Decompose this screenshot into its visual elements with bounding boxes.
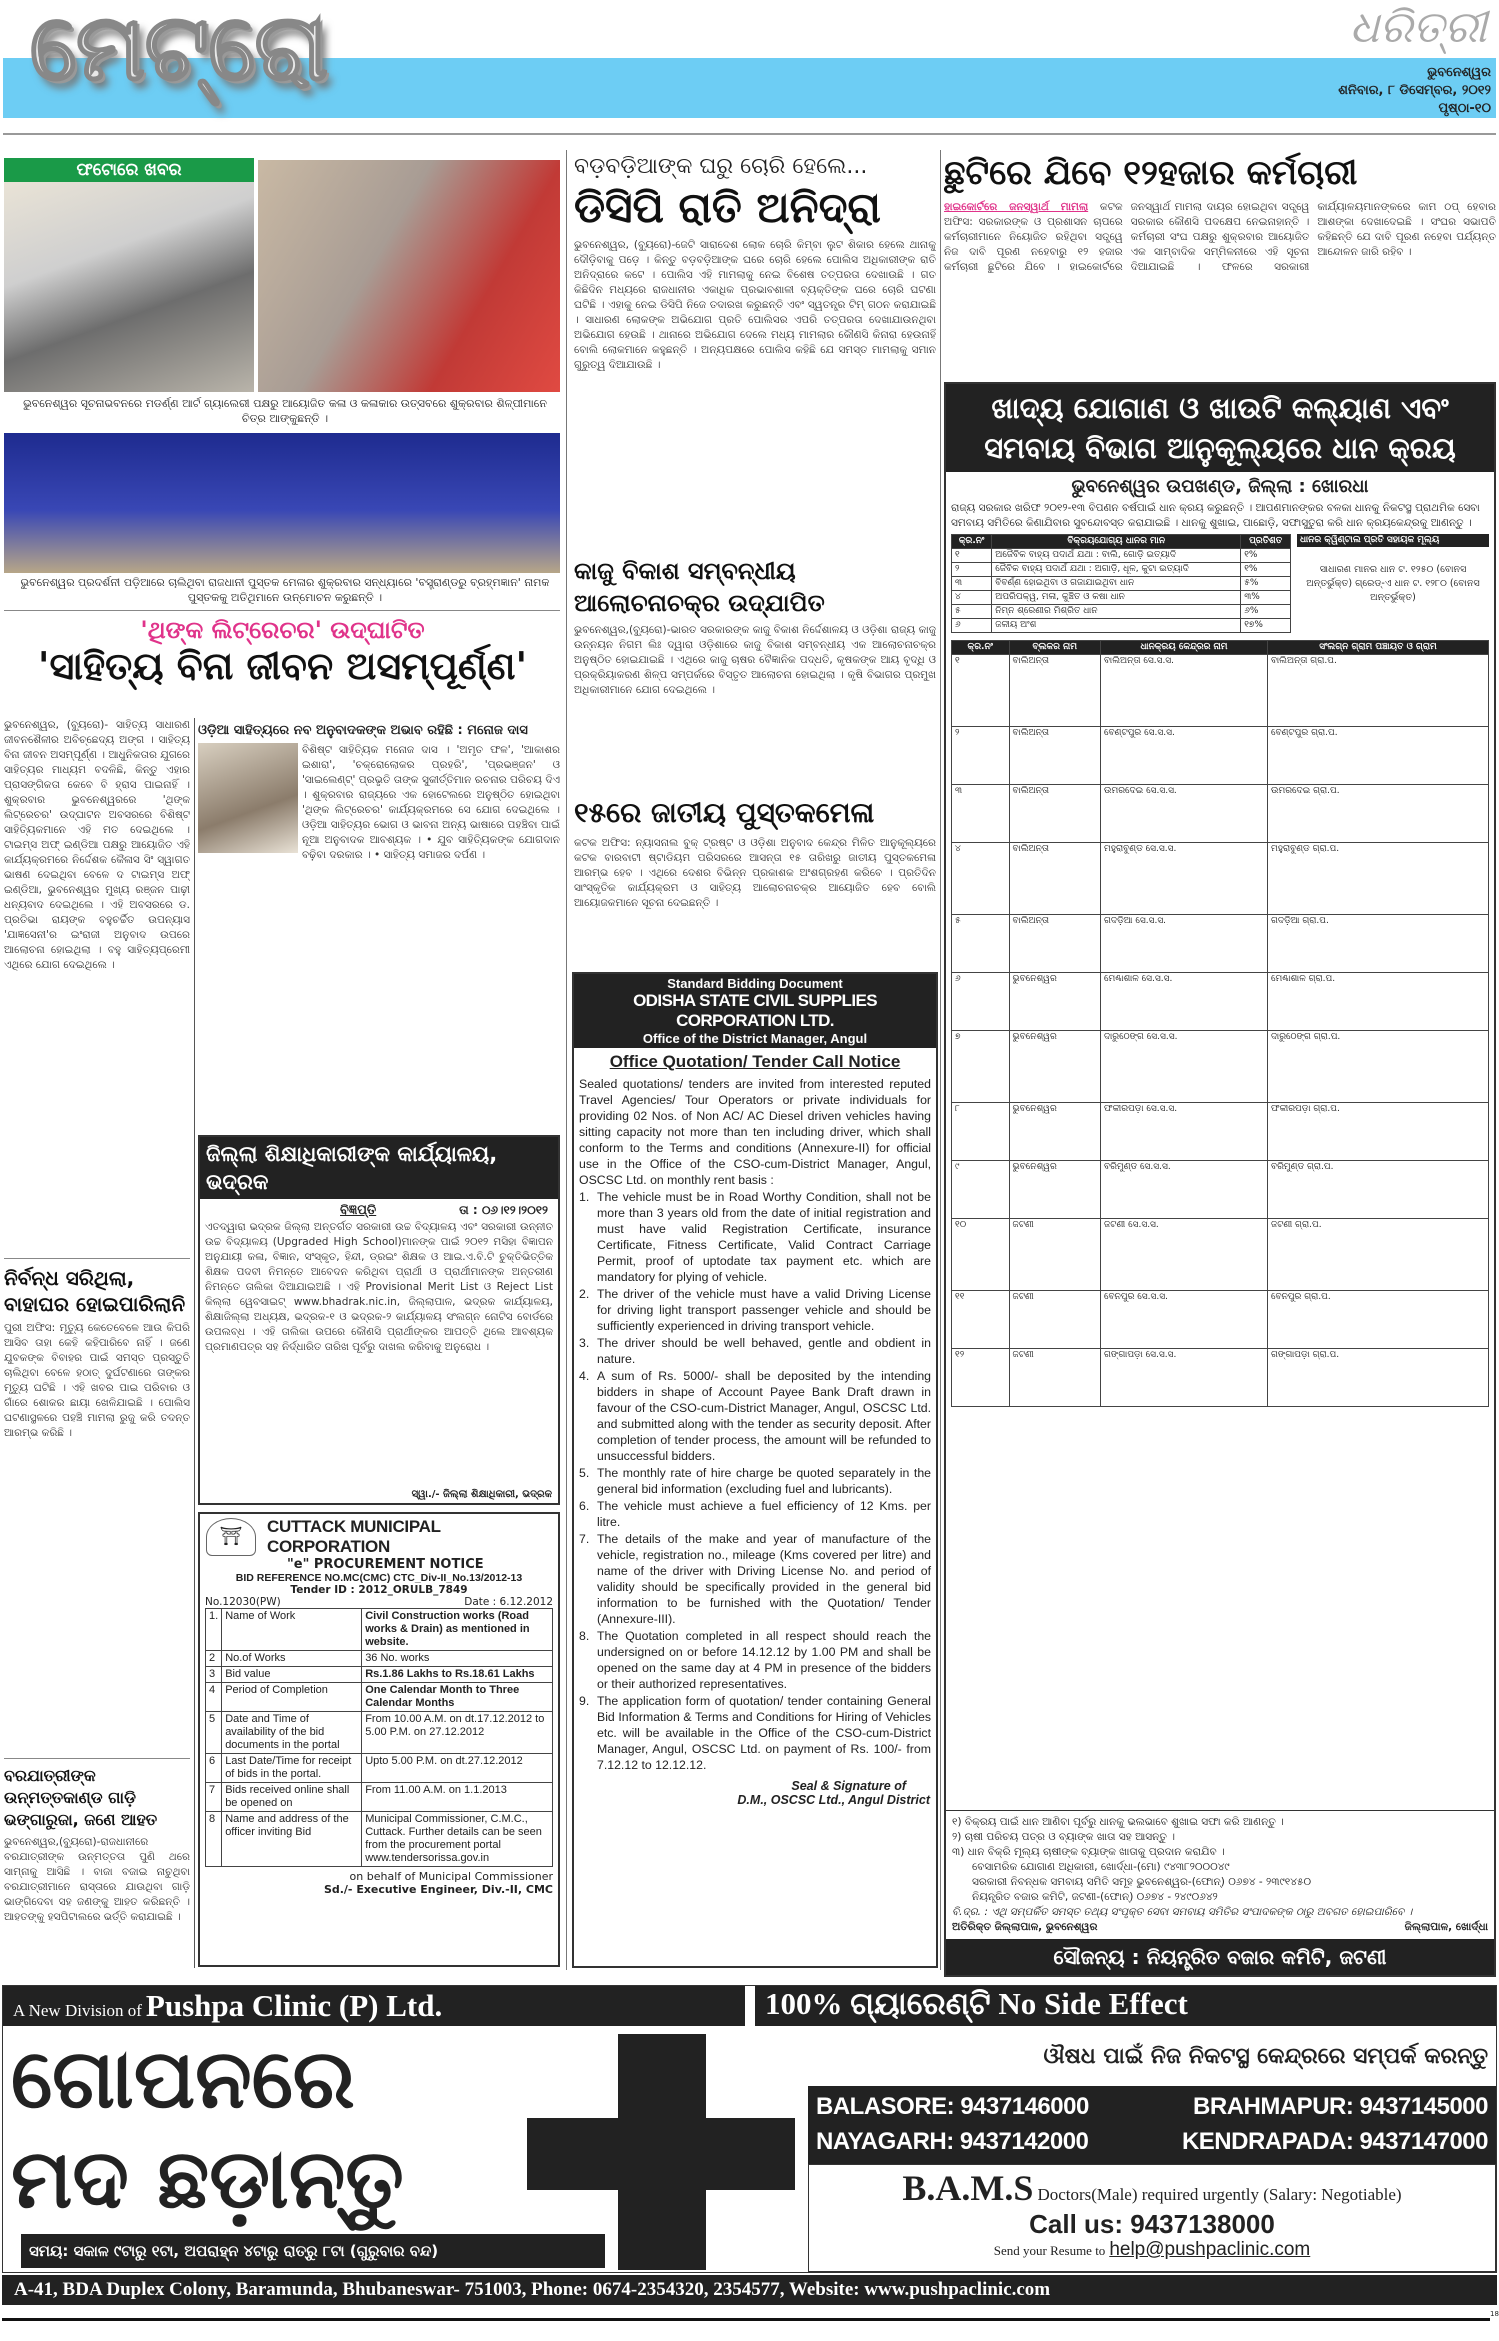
cmc-footer-1: on behalf of Municipal Commissioner xyxy=(349,1870,553,1883)
bookfair-headline: ୧୫ରେ ଜାତୀୟ ପୁସ୍ତକମେଳା xyxy=(574,795,875,829)
cmc-footer-2: Sd./- Executive Engineer, Div.-II, CMC xyxy=(323,1883,553,1896)
oscsc-item xyxy=(579,1368,931,1464)
paddy-signatures xyxy=(952,1920,1488,1935)
oscsc-item-text: The monthly rate of hire charge be quoted separately in the general bid information (excluding fuel and lubricants). xyxy=(597,1466,931,1496)
nirbandha-body: ପୁରୀ ଅଫିସ: ମୃତ୍ୟୁ କେତେବେଳେ ଆଉ କିପରି ଆସିବ ତାହା କେହି କହିପାରିବେ ନାହିଁ । ଜଣେ ଯୁବକଙ୍କ ବିବାହର ପାଇଁ ସମସ୍ତ ପ୍ରସ୍ତୁତି ଚାଲିଥିବା ବେଳେ ହଠାତ୍ ଦୁର୍ଘଟଣାରେ ତାଙ୍କର ମୃତ୍ୟୁ ଘଟିଛି । ଏହି ଖବର ପାଇ ପରିବାର ଓ ଗାଁରେ ଶୋକର ଛାୟା ଖେଳିଯାଇଛି । ପୋଲିସ ଘଟଣାସ୍ଥଳରେ ପହଞ୍ଚି ମାମଲା ରୁଜୁ କରି ତଦନ୍ତ ଆରମ୍ଭ କରିଛି । xyxy=(4,1321,190,1439)
oscsc-header-3: Office of the District Manager, Angul xyxy=(642,1031,868,1046)
centers-cell: ୧୨ xyxy=(952,1349,1010,1407)
oscsc-header-1: Standard Bidding Document xyxy=(667,976,843,991)
kaju-headline: କାଜୁ ବିକାଶ ସମ୍ବନ୍ଧୀୟ ଆଲୋଚନାଚକ୍ର ଉଦ୍‌ଯାପିତ xyxy=(574,556,825,617)
centers-cell: ବାଲିଅନ୍ତା xyxy=(1009,843,1100,915)
quality-cell: ୫% xyxy=(1241,577,1291,591)
cmc-table-row xyxy=(206,1667,553,1683)
quality-cell: ଜଳୀୟ ଅଂଶ xyxy=(992,619,1241,633)
dateline xyxy=(1338,64,1491,118)
centers-row xyxy=(952,1291,1489,1349)
centers-cell: ଭୁବନେଶ୍ୱର xyxy=(1009,973,1100,1031)
photo-caption-2: ଭୁବନେଶ୍ୱର ପ୍ରଦର୍ଶନୀ ପଡ଼ିଆରେ ଚାଲିଥିବା ରାଜଧାନୀ ପୁସ୍ତକ ମେଳାର ଶୁକ୍ରବାର ସନ୍ଧ୍ୟାରେ 'ବସ୍ତ୍ରାଣ୍ଡରୁ ବ୍ରହ୍ମଜ୍ଞାନ' ନାମକ ପୁସ୍ତକକୁ ଅତିଥିମାନେ ଉନ୍ମୋଚନ କରୁଛନ୍ତି । xyxy=(20,576,550,604)
manoj-das-content xyxy=(198,743,560,1127)
centers-cell: ଭୁବନେଶ୍ୱର xyxy=(1009,1161,1100,1219)
quality-row xyxy=(952,605,1291,619)
center-table-wrap xyxy=(946,636,1494,1810)
middle-column xyxy=(574,152,936,966)
paddy-courtesy: ସୌଜନ୍ୟ : ନିୟନ୍ତ୍ରିତ ବଜାର କମିଟି, ଜଟଣୀ xyxy=(946,1939,1494,1975)
barajatri-headline: ବରଯାତ୍ରୀଙ୍କ ଉନ୍ମତ୍ତକାଣ୍ଡ ଗାଡ଼ି ଭଙ୍ଗାରୁଜା, ଜଣେ ଆହତ xyxy=(4,1765,158,1829)
cmc-row-label: Name and address of the officer inviting Bid xyxy=(222,1812,362,1867)
cmc-table-row xyxy=(206,1651,553,1667)
centers-cell: ବେନପୁର ସେ.ସ.ସ. xyxy=(1101,1291,1268,1349)
quality-row xyxy=(952,577,1291,591)
kaju-body: ଭୁବନେଶ୍ୱର,(ବ୍ୟୁରୋ)-ଭାରତ ସରକାରଙ୍କ କାଜୁ ବିକାଶ ନିର୍ଦ୍ଦେଶାଳୟ ଓ ଓଡ଼ିଶା ରାଜ୍ୟ କାଜୁ ଉନ୍ନୟନ ନିଗମ ଲିଃ ଦ୍ୱାରା ଓଡ଼ିଶାରେ କାଜୁ ବିକାଶ ସମ୍ବନ୍ଧୀୟ ଏକ ଆଲୋଚନାଚକ୍ର ଅନୁଷ୍ଠିତ ହୋଇଯାଇଛି । ଏଥିରେ କାଜୁ ଚାଷର ବୈଜ୍ଞାନିକ ପଦ୍ଧତି, କୃଷକଙ୍କ ଆୟ ବୃଦ୍ଧି ଓ ପ୍ରକ୍ରିୟାକରଣ ଶିଳ୍ପ ସମ୍ପର୍କରେ ବିସ୍ତୃତ ଆଲୋଚନା ହୋଇଥିଲା । କୃଷି ବିଭାଗର ପ୍ରମୁଖ ଅଧିକାରୀମାନେ ଯୋଗ ଦେଇଥିଲେ । xyxy=(574,623,936,696)
quality-cell: ଜୈବିକ ବାହ୍ୟ ପଦାର୍ଥ ଯଥା : ଅଗାଡ଼ି, ଧୂଳ, କୁଟା ଇତ୍ୟାଦି xyxy=(992,563,1241,577)
quality-cell: ୩ xyxy=(952,577,992,591)
oscsc-item xyxy=(579,1498,931,1530)
dcp-kicker: ବଡ଼ବଡ଼ିଆଙ୍କ ଘରୁ ଚୋରି ହେଲେ... xyxy=(574,154,868,179)
oscsc-item-text: The details of the make and year of manufacture of the vehicle, registration no., mileage (Kms covered per litre) and name of the driver with Driving License No. and period of validity should be specifically provided in the general bid information to be furnished with the Quotation/ Tender (Annexure-III). xyxy=(597,1532,931,1626)
centers-cell: ଫକୀରପଡ଼ା ଗ୍ରା.ପ. xyxy=(1267,1103,1488,1161)
clinic-branch-phone: NAYAGARH: 9437142000 xyxy=(816,2128,1089,2155)
paddy-notes xyxy=(952,1815,1488,1860)
cmc-row-label: Period of Completion xyxy=(222,1683,362,1712)
centers-cell: ବାଲିଅନ୍ତା ସେ.ସ.ସ. xyxy=(1101,655,1268,727)
oscsc-item-number: 5. xyxy=(579,1466,590,1480)
bams-text: Doctors(Male) required urgently (Salary: Negotiable) xyxy=(1037,2185,1402,2204)
clinic-division-bar xyxy=(3,1986,745,2026)
centers-cell: ୩ xyxy=(952,785,1010,843)
oscsc-header xyxy=(574,974,936,1048)
divider xyxy=(4,1758,190,1759)
quality-row xyxy=(952,619,1291,633)
oscsc-tender-notice xyxy=(572,972,938,1968)
quality-row xyxy=(952,563,1291,577)
cmc-table-row xyxy=(206,1754,553,1783)
cmc-row-value: From 11.00 A.M. on 1.1.2013 xyxy=(362,1783,553,1812)
quality-cell: ବିବର୍ଣ୍ଣ ହୋଇଥିବା ଓ ଗଜାଯାଇଥିବା ଧାନ xyxy=(992,577,1241,591)
centers-cell: ବାଲିଅନ୍ତା xyxy=(1009,785,1100,843)
centers-cell: ଜଟଣୀ ଗ୍ରା.ପ. xyxy=(1267,1219,1488,1291)
photo-artist-sketching xyxy=(4,182,254,392)
cmc-row-number: 3 xyxy=(206,1667,222,1683)
newspaper-brand: ଧରିତ୍ରୀ xyxy=(1349,2,1487,53)
quality-cell: ନିମ୍ନ ଶ୍ରେଣୀର ମିଶ୍ରିତ ଧାନ xyxy=(992,605,1241,619)
centers-row xyxy=(952,1161,1489,1219)
lit-body: ଭୁବନେଶ୍ୱର, (ବ୍ୟୁରୋ)- ସାହିତ୍ୟ ସାଧାରଣ ଜୀବନଶୈଳୀର ଅବିଚ୍ଛେଦ୍ୟ ଅଙ୍ଗ । ସାହିତ୍ୟ ବିନା ଜୀବନ ଅସମ୍ପୂର୍ଣ୍ଣ । ଆଧୁନିକତାର ଯୁଗରେ ସାହିତ୍ୟର ମାଧ୍ୟମ ବଦଳିଛି, କିନ୍ତୁ ଏହାର ପ୍ରାସଙ୍ଗିକତା କେବେ ବି ହ୍ରାସ ପାଇନାହିଁ । ଶୁକ୍ରବାର ଭୁବନେଶ୍ୱରରେ 'ଥିଙ୍କ ଲିଟ୍‌ରେଚର' ଉଦ୍‌ଘାଟନ ଅବସରରେ ବିଶିଷ୍ଟ ସାହିତ୍ୟିକମାନେ ଏହି ମତ ଦେଇଥିଲେ । ଟାଇମ୍ସ ଅଫ୍ ଇଣ୍ଡିଆ ପକ୍ଷରୁ ଆୟୋଜିତ ଏହି କାର୍ଯ୍ୟକ୍ରମରେ ନିର୍ଦ୍ଦେଶକ କୈଳାସ ସିଂ ସ୍ୱାଗତ ଭାଷଣ ଦେଇଥିବା ବେଳେ ଦ ଟାଇମ୍ସ ଅଫ୍ ଇଣ୍ଡିଆ, ଭୁବନେଶ୍ୱର ମୁଖ୍ୟ ରଞ୍ଜନ ପାଢ଼ୀ ଧନ୍ୟବାଦ ଦେଇଥିଲେ । ଏହି ଅବସରରେ ଡ. ପ୍ରତିଭା ରାୟଙ୍କ ବହୁଚର୍ଚ୍ଚିତ ଉପନ୍ୟାସ 'ଯାଜ୍ଞସେନୀ'ର ଇଂରାଜୀ ଅନୁବାଦ ଉପରେ ଆଲୋଚନା ହୋଇଥିଲା । ବହୁ ସାହିତ୍ୟପ୍ରେମୀ ଏଥିରେ ଯୋଗ ଦେଇଥିଲେ । xyxy=(4,719,190,971)
oscsc-item-text: A sum of Rs. 5000/- shall be deposited by the intending bidders in shape of Account Payee Bank Draft drawn in favour of the CSO-cum-District Manager, Angul, OSCSC Ltd. and submitted along with the tender as security deposit. After completion of tender process, the amount will be refunded to unsuccessful bidders. xyxy=(597,1369,931,1463)
page-label: ପୃଷ୍ଠା-୧୦ xyxy=(1438,101,1491,116)
oscsc-items xyxy=(574,1189,936,1773)
cmc-bid-ref: BID REFERENCE NO.MC(CMC) CTC_Div-II_No.13/2012-13 xyxy=(235,1572,523,1584)
photo-woman-painting xyxy=(258,160,560,392)
oscsc-item-text: The vehicle must achieve a fuel efficiency of 12 Kms. per litre. xyxy=(597,1499,931,1529)
bhadrak-body: ଏତଦ୍ୱାରା ଭଦ୍ରକ ଜିଲ୍ଲା ଅନ୍ତର୍ଗତ ସରକାରୀ ଉଚ୍ଚ ବିଦ୍ୟାଳୟ ଏବଂ ସରକାରୀ ଉନ୍ନୀତ ଉଚ୍ଚ ବିଦ୍ୟାଳୟ (Upgraded High School)ମାନଙ୍କ ପାଇଁ ୨୦୧୨ ମସିହା ବିଜ୍ଞାପନ ଅନୁଯାୟୀ କଳା, ବିଜ୍ଞାନ, ସଂସ୍କୃତ, ହିନ୍ଦୀ, ଡ୍ରଇଂ ଶିକ୍ଷକ ଓ ଆଇ.ଏ.ବି.ଟି ଚୁକ୍ତିଭିତ୍ତିକ ଶିକ୍ଷକ ପଦବୀ ନିମନ୍ତେ ଆବେଦନ କରିଥିବା ପ୍ରାର୍ଥୀ ଓ ପ୍ରାର୍ଥୀମାନଙ୍କ ଅନ୍ତରୀଣ ନିମନ୍ତେ ତାଲିକା ଦିଆଯାଇଅଛି । ଏହି Provisional Merit List ଓ Reject List କିଲ୍ଲା ୱେବସାଇଟ୍ www.bhadrak.nic.in, ଜିଲ୍ଲାପାଳ, ଭଦ୍ରକ କାର୍ଯ୍ୟାଳୟ, ଶିକ୍ଷାଜିଲ୍ଲା ଅଧ୍ୟକ୍ଷ, ଭଦ୍ରକ-୧ ଓ ଭଦ୍ରକ-୨ କାର୍ଯ୍ୟାଳୟ ସଂଲଗ୍ନ ନୋଟିସ ବୋର୍ଡରେ ଉପଲବ୍ଧ । ଏହି ତାଲିକା ଉପରେ କୌଣସି ପ୍ରାର୍ଥୀଙ୍କର ଆପତ୍ତି ଥିଲେ ଆବଶ୍ୟକ ପ୍ରମାଣପତ୍ର ସହ ନିର୍ଦ୍ଧାରିତ ତାରିଖ ପୂର୍ବରୁ ଦାଖଲ କରିବାକୁ ଅନୁରୋଧ । xyxy=(205,1221,553,1353)
clinic-branch-phone: BRAHMAPUR: 9437145000 xyxy=(1193,2093,1488,2120)
bhadrak-title: ଜିଲ୍ଲା ଶିକ୍ଷାଧିକାରୀଙ୍କ କାର୍ଯ୍ୟାଳୟ, ଭଦ୍ରକ xyxy=(200,1137,558,1199)
cmc-table-row xyxy=(206,1812,553,1867)
quality-header: ବିକ୍ରୟଯୋଗ୍ୟ ଧାନର ମାନ xyxy=(992,535,1241,549)
clinic-slogan-1: ଗୋପନରେ xyxy=(11,2032,355,2127)
oscsc-sign-1: Seal & Signature of xyxy=(791,1779,906,1793)
centers-cell: ୪ xyxy=(952,843,1010,915)
cmc-ref-line xyxy=(205,1596,553,1608)
cmc-notice xyxy=(198,1512,560,1967)
quality-table-wrap xyxy=(946,531,1494,636)
oscsc-intro: Sealed quotations/ tenders are invited from interested reputed Travel Agencies/ Tour Operators or private individuals for providing 02 Nos. of Non AC/ AC Diesel driven vehicles having sitting capacity not more than ten including driver, which shall conform to the Terms and conditions (Annexure-II) for official use in the Office of the CSO-cum-District Manager, Angul, OSCSC Ltd. on monthly rent basis : xyxy=(579,1077,931,1187)
sign-right: ଜିଲ୍ଲାପାଳ, ଖୋର୍ଦ୍ଧା xyxy=(1404,1921,1488,1933)
page-number: 18 xyxy=(1490,2310,1499,2318)
oscsc-item-number: 2. xyxy=(579,1287,590,1301)
centers-cell: ଗଙ୍ଗାପଡ଼ା ଗ୍ରା.ପ. xyxy=(1267,1349,1488,1407)
centers-row xyxy=(952,1349,1489,1407)
cmc-row-number: 5 xyxy=(206,1712,222,1754)
clinic-branch-phone: BALASORE: 9437146000 xyxy=(816,2093,1089,2120)
oscsc-item xyxy=(579,1335,931,1367)
date: ଶନିବାର, ୮ ଡିସେମ୍ବର, ୨୦୧୨ xyxy=(1338,83,1491,98)
centers-cell: ମେଣ୍ଢାଶାଳ ଗ୍ରା.ପ. xyxy=(1267,973,1488,1031)
oscsc-title: Office Quotation/ Tender Call Notice xyxy=(609,1052,901,1071)
centers-cell: ୮ xyxy=(952,1103,1010,1161)
paddy-title: ଖାଦ୍ୟ ଯୋଗାଣ ଓ ଖାଉଟି କଲ୍ୟାଣ ଏବଂ ସମବାୟ ବିଭାଗ ଆନୁକୂଲ୍ୟରେ ଧାନ କ୍ରୟ xyxy=(946,384,1494,472)
centers-cell: ବାଲିଅନ୍ତା ଗ୍ରା.ପ. xyxy=(1267,655,1488,727)
cmc-row-value: Municipal Commissioner, C.M.C., Cuttack. Further details can be seen from the procurement portal www.tendersorissa.gov.in xyxy=(362,1812,553,1867)
centers-row xyxy=(952,973,1489,1031)
oscsc-item-number: 3. xyxy=(579,1336,590,1350)
paddy-subtitle: ଭୁବନେଶ୍ୱର ଉପଖଣ୍ଡ, ଜିଲ୍ଲା : ଖୋରଧା xyxy=(1071,476,1369,497)
quality-cell: ଅଜୈବିକ ବାହ୍ୟ ପଦାର୍ଥ ଯଥା : ବାଲି, ଗୋଡ଼ି ଇତ୍ୟାଦି xyxy=(992,549,1241,563)
photo-book-launch xyxy=(4,433,560,573)
cmc-row-label: Date and Time of availability of the bid documents in the portal xyxy=(222,1712,362,1754)
holiday-highlight: ହାଇକୋର୍ଟରେ ଜନସ୍ୱାର୍ଥ ମାମଲା xyxy=(944,201,1089,213)
quality-cell: ୪ xyxy=(952,591,992,605)
quality-table xyxy=(951,534,1291,633)
oscsc-item-number: 8. xyxy=(579,1629,590,1643)
centers-cell: ୧ xyxy=(952,655,1010,727)
centers-cell: ଉମରଦେଇ ସେ.ସ.ସ. xyxy=(1101,785,1268,843)
quality-row xyxy=(952,549,1291,563)
centers-cell: ୫ xyxy=(952,915,1010,973)
resume-text: Send your Resume to xyxy=(993,2243,1106,2258)
masthead-rule xyxy=(3,133,1496,135)
price-column xyxy=(1297,534,1489,633)
centers-row xyxy=(952,655,1489,727)
centers-cell: ବେଣ୍ଟପୁର ସେ.ସ.ସ. xyxy=(1101,727,1268,785)
bhadrak-date: ତା : ୦୬।୧୨।୨୦୧୨ xyxy=(459,1203,548,1217)
quality-cell: ୬ xyxy=(952,619,992,633)
quality-cell: ୧% xyxy=(1241,563,1291,577)
cmc-row-number: 8 xyxy=(206,1812,222,1867)
cmc-row-number: 6 xyxy=(206,1754,222,1783)
centers-row xyxy=(952,1103,1489,1161)
quality-cell: ୧ xyxy=(952,549,992,563)
centers-header: ସଂଲଗ୍ନ ଗ୍ରାମ ପଞ୍ଚାୟତ ଓ ଗ୍ରାମ xyxy=(1267,641,1488,655)
oscsc-item-text: The driver should be well behaved, gentle and obdient in nature. xyxy=(597,1336,931,1366)
centers-cell: ୬ xyxy=(952,973,1010,1031)
bhadrak-subheader xyxy=(200,1199,558,1220)
column-rule xyxy=(194,718,195,1968)
nirbandha-headline: ନିର୍ବନ୍ଧ ସରିଥିଲା, ବାହାଘର ହୋଇପାରିଲାନି xyxy=(4,1265,186,1316)
photo-news-label: ଫଟୋରେ ଖବର xyxy=(4,158,254,182)
centers-cell: ୭ xyxy=(952,1031,1010,1103)
oscsc-item-number: 9. xyxy=(579,1694,590,1708)
bhadrak-subtitle: ବିଜ୍ଞପ୍ତି xyxy=(340,1203,377,1218)
clinic-slogan-2: ମଦ ଛଡ଼ାନ୍ତୁ xyxy=(11,2132,404,2227)
bhadrak-sign: ସ୍ୱା./- ଜିଲ୍ଲା ଶିକ୍ଷାଧିକାରୀ, ଭଦ୍ରକ xyxy=(411,1489,552,1500)
divider xyxy=(4,1258,190,1259)
centers-cell: ବାଲିଅନ୍ତା xyxy=(1009,727,1100,785)
bams-label: B.A.M.S xyxy=(902,2168,1034,2208)
quality-cell: ୩% xyxy=(1241,591,1291,605)
oscsc-item-text: The application form of quotation/ tender containing General Bid Information & Terms and Conditions for Hiring of Vehicles etc. will be available in the Office of the CSO-cum-District Manager, Angul, OSCSC Ltd. on payment of Rs. 100/- from 7.12.12 to 12.12.12. xyxy=(597,1694,931,1772)
oscsc-item xyxy=(579,1628,931,1692)
dcp-body: ଭୁବନେଶ୍ୱର, (ବ୍ୟୁରୋ)-ଜେଟି ସାରାଦେଶ ଲୋକ ଚୋରି କିମ୍ବା ଲୁଟ ଶିକାର ହେଲେ ଥାନାକୁ ଦୌଡ଼ିବାକୁ ପଡ଼େ । କିନ୍ତୁ ବଡ଼ବଡ଼ିଆଙ୍କ ଘରେ ଚୋରି ହେଲେ ପୋଲିସ ଅଧିକାରୀଙ୍କ ରାତି ଅନିଦ୍ରାରେ କଟେ । ପୋଲିସ ଏହି ମାମଲାକୁ ନେଇ ବିଶେଷ ତତ୍ପରତା ଦେଖାଉଛି । ଗତ କିଛିଦିନ ମଧ୍ୟରେ ରାଜଧାନୀର ଏକାଧିକ ପ୍ରଭାବଶାଳୀ ବ୍ୟକ୍ତିଙ୍କ ଘରେ ଚୋରି ଘଟଣା ଘଟିଛି । ଏହାକୁ ନେଇ ଡିସିପି ନିଜେ ତଦାରଖ କରୁଛନ୍ତି ଏବଂ ସ୍ୱତନ୍ତ୍ର ଟିମ୍ ଗଠନ କରାଯାଇଛି । ସାଧାରଣ ଲୋକଙ୍କ ଅଭିଯୋଗ ପ୍ରତି ପୋଲିସର ଏପରି ତତ୍ପରତା ଦେଖାଯାଉନଥିବା ଅଭିଯୋଗ ହେଉଛି । ଥାନାରେ ଅଭିଯୋଗ ଦେଲେ ମଧ୍ୟ ମାମଲାର କୌଣସି କିନାରା ହେଉନାହିଁ ବୋଲି ଲୋକମାନେ କହୁଛନ୍ତି । ଅନ୍ୟପକ୍ଷରେ ପୋଲିସ କହିଛି ଯେ ସମସ୍ତ ମାମଲାକୁ ସମାନ ଗୁରୁତ୍ୱ ଦିଆଯାଉଛି । xyxy=(574,239,936,371)
centers-table xyxy=(951,640,1489,1407)
quality-cell: ୧% xyxy=(1241,549,1291,563)
cmc-row-value: One Calendar Month to Three Calendar Months xyxy=(362,1683,553,1712)
column-rule xyxy=(940,150,941,1970)
price-header: ଧାନର କ୍ୱିଣ୍ଟାଲ ପ୍ରତି ସହାୟକ ମୂଲ୍ୟ xyxy=(1297,534,1489,547)
centers-header: ଧାନକ୍ରୟ କେନ୍ଦ୍ରର ନାମ xyxy=(1101,641,1268,655)
centers-cell: ଭୁବନେଶ୍ୱର xyxy=(1009,1103,1100,1161)
quality-row xyxy=(952,591,1291,605)
centers-row xyxy=(952,727,1489,785)
oscsc-item xyxy=(579,1189,931,1285)
oscsc-item-text: The driver of the vehicle must have a valid Driving License for driving light transport passenger vehicle and should be sufficiently experienced in driving transport vehicle. xyxy=(597,1287,931,1333)
section-logo: ମେଟ୍ରୋ xyxy=(30,0,328,101)
clinic-company: Pushpa Clinic (P) Ltd. xyxy=(145,1988,443,2023)
cmc-row-number: 1. xyxy=(206,1609,222,1651)
centers-cell: ଜଟଣୀ xyxy=(1009,1349,1100,1407)
centers-cell: ବରିମୁଣ୍ଡ ଗ୍ରା.ପ. xyxy=(1267,1161,1488,1219)
manoj-das-body: ବିଶିଷ୍ଟ ସାହିତ୍ୟିକ ମନୋଜ ଦାସ । 'ଅମୃତ ଫଳ', 'ଆକାଶର ଇଶାରା', 'ଚକ୍ରୋଲୋକର ପ୍ରହରି', 'ପ୍ରଭଞ୍ଜନ' ଓ 'ସାଇଲେଣ୍ଟ୍' ପ୍ରଭୃତି ତାଙ୍କ ସୁକୀର୍ତ୍ତିମାନ ରଚନାର ପରିଚୟ ଦିଏ । ଶୁକ୍ରବାର ରାଜ୍ୟରେ ଏକ ହୋଟେଲରେ ଅନୁଷ୍ଠିତ ହୋଇଥିବା 'ଥିଙ୍କ ଲିଟ୍‌ରେଚର' କାର୍ଯ୍ୟକ୍ରମରେ ସେ ଯୋଗ ଦେଇଥିଲେ । ଓଡ଼ିଆ ସାହିତ୍ୟର ଭୋଗ ଓ ଭାବନା ଅନ୍ୟ ଭାଷାରେ ପହଞ୍ଚିବା ପାଇଁ ନୂଆ ଅନୁବାଦକ ଆବଶ୍ୟକ । • ଯୁବ ସାହିତ୍ୟିକଙ୍କ ଯୋଗଦାନ ବଢ଼ିବା ଦରକାର । • ସାହିତ୍ୟ ସମାଜର ଦର୍ପଣ । xyxy=(302,744,560,861)
oscsc-item-number: 4. xyxy=(579,1369,590,1383)
manoj-das-article xyxy=(198,722,560,1127)
centers-row xyxy=(952,785,1489,843)
clinic-division: A New Division of xyxy=(13,2001,142,2020)
centers-header: ବ୍ଲକର ନାମ xyxy=(1009,641,1100,655)
holiday-body xyxy=(944,200,1496,378)
oscsc-item-text: The Quotation completed in all respect should reach the undersigned on or before 14.12.12 by 1.00 PM and shall be opened on the same day at 4 PM in presence of the bidders or their authorized representatives. xyxy=(597,1629,931,1691)
cmc-row-label: No.of Works xyxy=(222,1651,362,1667)
paddy-procurement-ad xyxy=(944,382,1496,1977)
cmc-tender-id: Tender ID : 2012_ORULB_7849 xyxy=(290,1584,468,1596)
oscsc-item-number: 1. xyxy=(579,1190,590,1204)
quality-cell: ୫ xyxy=(952,605,992,619)
centers-cell: ବେଣ୍ଟପୁର ଗ୍ରା.ପ. xyxy=(1267,727,1488,785)
quality-header: କ୍ର.ନଂ xyxy=(952,535,992,549)
cmc-row-number: 2 xyxy=(206,1651,222,1667)
medical-cross-icon-bar xyxy=(527,2118,795,2190)
cmc-title: CUTTACK MUNICIPAL CORPORATION xyxy=(267,1517,441,1556)
price-note: ସାଧାରଣ ମାନର ଧାନ ଟ. ୧୨୫୦ (ବୋନସ ଅନ୍ତର୍ଭୁକ୍ତ) ଗ୍ରେଡ୍-ଏ ଧାନ ଟ. ୧୨୮୦ (ବୋନସ ଅନ୍ତର୍ଭୁକ୍ତ) xyxy=(1306,564,1480,603)
centers-cell: ଗଦଡ଼ିଆ ସେ.ସ.ସ. xyxy=(1101,915,1268,973)
centers-cell: ଜଟଣୀ xyxy=(1009,1291,1100,1349)
centers-row xyxy=(952,915,1489,973)
manoj-das-headline: ଓଡ଼ିଆ ସାହିତ୍ୟରେ ନବ ଅନୁବାଦକଙ୍କ ଅଭାବ ରହିଛି : ମନୋଜ ଦାସ xyxy=(198,723,528,738)
oscsc-item-text: The vehicle must be in Road Worthy Condition, shall not be more than 3 years old from the date of initial registration and must have valid Registration Certificate, insurance Certificate, Fitness Certificate, Valid Contract Carriage Permit, proof of uptodate tax payment etc. which are mandatory for plying of vehicle. xyxy=(597,1190,931,1284)
masthead xyxy=(0,0,1499,125)
centers-cell: ଜଟଣୀ xyxy=(1009,1219,1100,1291)
clinic-branch-phone: KENDRAPADA: 9437147000 xyxy=(1181,2128,1488,2155)
lit-heading-block xyxy=(0,616,565,716)
centers-cell: ଭୁବନେଶ୍ୱର xyxy=(1009,1031,1100,1103)
quality-cell: ଅପରିପକ୍ୱ, ମଳା, କୁଞ୍ଚିତ ଓ କଷା ଧାନ xyxy=(992,591,1241,605)
cmc-row-value: 36 No. works xyxy=(362,1651,553,1667)
centers-cell: ବେନପୁର ଗ୍ରା.ପ. xyxy=(1267,1291,1488,1349)
oscsc-item-number: 7. xyxy=(579,1532,590,1546)
centers-cell: ଦାରୁଠେଙ୍ଗ ଗ୍ରା.ପ. xyxy=(1267,1031,1488,1103)
photo-manoj-das xyxy=(198,743,298,853)
quality-cell: ୧୭% xyxy=(1241,619,1291,633)
oscsc-header-2: ODISHA STATE CIVIL SUPPLIES CORPORATION LTD. xyxy=(633,991,877,1030)
paddy-contact: ନିୟନ୍ତ୍ରିତ ବଜାର କମିଟି, ଜଟଣୀ-(ଫୋନ୍) ୦୬୭୪ - ୨୪୯୦୬୪୨ xyxy=(972,1891,1218,1903)
cmc-table xyxy=(205,1608,553,1867)
centers-cell: ମହୁରାବୁଣ୍ଡ ସେ.ସ.ସ. xyxy=(1101,843,1268,915)
centers-cell: ବାଲିଅନ୍ତା xyxy=(1009,655,1100,727)
paddy-note: ୧) ବିକ୍ରୟ ପାଇଁ ଧାନ ଆଣିବା ପୂର୍ବରୁ ଧାନକୁ ଭଲଭାବେ ଶୁଖାଇ ସଫା କରି ଆଣନ୍ତୁ । xyxy=(952,1816,1284,1828)
cmc-row-label: Name of Work xyxy=(222,1609,362,1651)
cmc-row-value: Civil Construction works (Road works & Drain) as mentioned in website. xyxy=(362,1609,553,1651)
divider xyxy=(4,610,560,611)
sign-left: ଅତିରିକ୍ତ ଜିଲ୍ଲାପାଳ, ଭୁବନେଶ୍ୱର xyxy=(952,1921,1098,1933)
paddy-footer xyxy=(946,1810,1494,1939)
centers-row xyxy=(952,843,1489,915)
cmc-row-label: Bid value xyxy=(222,1667,362,1683)
centers-cell: ଜଟଣୀ ସେ.ସ.ସ. xyxy=(1101,1219,1268,1291)
paddy-note: ୨) ଚାଷୀ ପରିଚୟ ପତ୍ର ଓ ବ୍ୟାଙ୍କ ଖାତା ସହ ଆସନ୍ତୁ । xyxy=(952,1831,1175,1843)
photo-caption-1: ଭୁବନେଶ୍ୱର ସୂଚନାଭବନରେ ମଡର୍ଣ୍ଣ ଆର୍ଟ ଗ୍ୟାଲେରୀ ପକ୍ଷରୁ ଆୟୋଜିତ କଳା ଓ କଳାକାର ଉତ୍ସବରେ ଶୁକ୍ରବାର ଶିଳ୍ପୀମାନେ ଚିତ୍ର ଆଙ୍କୁଛନ୍ତି । xyxy=(23,397,547,425)
centers-cell: ବାଲିଅନ୍ତା xyxy=(1009,915,1100,973)
oscsc-item xyxy=(579,1286,931,1334)
cmc-row-value: From 10.00 A.M. on dt.17.12.2012 to 5.00 P.M. on 27.12.2012 xyxy=(362,1712,553,1754)
centers-cell: ୧୧ xyxy=(952,1291,1010,1349)
oscsc-item xyxy=(579,1693,931,1773)
bookfair-body: କଟକ ଅଫିସ: ନ୍ୟାସନାଲ ବୁକ୍ ଟ୍ରଷ୍ଟ ଓ ଓଡ଼ିଶା ଅନୁବାଦ କେନ୍ଦ୍ର ମିଳିତ ଆନୁକୂଲ୍ୟରେ କଟକ ବାରବାଟୀ ଷ୍ଟାଡିୟମ ପରିସରରେ ଆସନ୍ତା ୧୫ ତାରିଖରୁ ଜାତୀୟ ପୁସ୍ତକମେଳା ଆରମ୍ଭ ହେବ । ଏଥିରେ ଦେଶର ବିଭିନ୍ନ ପ୍ରକାଶକ ଅଂଶଗ୍ରହଣ କରିବେ । ପ୍ରତିଦିନ ସାଂସ୍କୃତିକ କାର୍ଯ୍ୟକ୍ରମ ଓ ସାହିତ୍ୟ ଆଲୋଚନାଚକ୍ର ଆୟୋଜିତ ହେବ ବୋଲି ଆୟୋଜକମାନେ ସୂଚନା ଦେଇଛନ୍ତି । xyxy=(574,836,936,909)
oscsc-item xyxy=(579,1531,931,1627)
cmc-table-row xyxy=(206,1683,553,1712)
lit-headline: 'ସାହିତ୍ୟ ବିନା ଜୀବନ ଅସମ୍ପୂର୍ଣ୍ଣ' xyxy=(37,644,528,688)
quality-cell: ୨ xyxy=(952,563,992,577)
clinic-timing: ସମୟ: ସକାଳ ୯ଟାରୁ ୧ଟା, ଅପରାହ୍ନ ୪ଟାରୁ ରାତ୍ରୁ ୮ଟା (ଗୁରୁବାର ବନ୍ଦ) xyxy=(21,2234,605,2268)
centers-cell: ଦାରୁଠେଙ୍ଗ ସେ.ସ.ସ. xyxy=(1101,1031,1268,1103)
city: ଭୁବନେଶ୍ୱର xyxy=(1427,65,1491,80)
centers-cell: ବରିମୁଣ୍ଡ ସେ.ସ.ସ. xyxy=(1101,1161,1268,1219)
quality-cell: ୬% xyxy=(1241,605,1291,619)
cmc-row-value: Upto 5.00 P.M. on dt.27.12.2012 xyxy=(362,1754,553,1783)
paddy-intro: ରାଜ୍ୟ ସରକାର ଖରିଫ ୨୦୧୨-୧୩ ବିପଣନ ବର୍ଷପାଇଁ ଧାନ କ୍ରୟ କରୁଛନ୍ତି । ଆପଣମାନଙ୍କର ବଳକା ଧାନକୁ ନିକଟସ୍ଥ ପ୍ରାଥମିକ ସେବା ସମବାୟ ସମିତିରେ କିଣାଯିବାର ସୁବନ୍ଦୋବସ୍ତ କରାଯାଇଛି । ଧାନକୁ ଶୁଖାଇ, ପାଛୋଡ଼ି, ସଫାସୁତୁରା କରି ଧାନ କ୍ରୟକେନ୍ଦ୍ରକୁ ଆଣନ୍ତୁ । xyxy=(951,502,1480,529)
paddy-contact: ବେସାମରିକ ଯୋଗାଣ ଅଧିକାରୀ, ଖୋର୍ଦ୍ଧା-(ମୋ) ୯୪୩୮୨୦୦୦୪୯ xyxy=(972,1861,1230,1873)
cmc-subtitle: "e" PROCUREMENT NOTICE xyxy=(287,1557,484,1572)
centers-cell: ଗଦଡ଼ିଆ ଗ୍ରା.ପ. xyxy=(1267,915,1488,973)
cmc-row-label: Last Date/Time for receipt of bids in the portal. xyxy=(222,1754,362,1783)
dcp-headline: ଡିସିପି ରାତି ଅନିଦ୍ରା xyxy=(574,183,881,232)
clinic-email-link[interactable]: help@pushpaclinic.com xyxy=(1109,2239,1311,2260)
centers-cell: ୯ xyxy=(952,1161,1010,1219)
oscsc-item-number: 6. xyxy=(579,1499,590,1513)
paddy-contacts xyxy=(952,1860,1488,1905)
cmc-row-number: 7 xyxy=(206,1783,222,1812)
paddy-note: ୩) ଧାନ ବିକ୍ରି ମୂଲ୍ୟ ଚାଷୀଙ୍କ ବ୍ୟାଙ୍କ ଖାତାକୁ ପ୍ରଦାନ କରାଯିବ । xyxy=(952,1846,1225,1858)
cmc-emblem-icon: ⛩ xyxy=(206,1518,256,1556)
cmc-date: Date : 6.12.2012 xyxy=(464,1596,553,1608)
clinic-call[interactable]: Call us: 9437138000 xyxy=(1029,2209,1275,2239)
cmc-table-row xyxy=(206,1783,553,1812)
paddy-contact: ସରକାରୀ ନିବନ୍ଧକ ସମବାୟ ସମିତି ସମୂହ ଭୁବନେଶ୍ୱର-(ଫୋନ୍) ୦୬୭୪ - ୨୩୯୧୪୫୦ xyxy=(972,1876,1312,1888)
cmc-table-row xyxy=(206,1609,553,1651)
centers-cell: ଗଙ୍ଗାପଡ଼ା ସେ.ସ.ସ. xyxy=(1101,1349,1268,1407)
pushpa-clinic-ad xyxy=(2,1985,1497,2273)
cmc-row-label: Bids received online shall be opened on xyxy=(222,1783,362,1812)
centers-cell: ଫକୀରପଡ଼ା ସେ.ସ.ସ. xyxy=(1101,1103,1268,1161)
page-bottom-rule xyxy=(2,2318,1490,2321)
lit-kicker: 'ଥିଙ୍କ ଲିଟ୍‌ରେଚର' ଉଦ୍‌ଘାଟିତ xyxy=(140,616,425,644)
centers-header: କ୍ର.ନଂ xyxy=(952,641,1010,655)
oscsc-sign-2: D.M., OSCSC Ltd., Angul District xyxy=(737,1793,930,1807)
clinic-contact-line: ଔଷଧ ପାଇଁ ନିଜ ନିକଟସ୍ଥ କେନ୍ଦ୍ରରେ ସମ୍ପର୍କ କରନ୍ତୁ xyxy=(1043,2044,1488,2069)
oscsc-item xyxy=(579,1465,931,1497)
cmc-row-value: Rs.1.86 Lakhs to Rs.18.61 Lakhs xyxy=(362,1667,553,1683)
cmc-no: No.12030(PW) xyxy=(205,1596,281,1608)
holiday-article xyxy=(944,150,1496,378)
clinic-recruitment xyxy=(808,2164,1496,2272)
paddy-nb: ବି.ଦ୍ର. : ଏଥି ସମ୍ପର୍କିତ ସମସ୍ତ ତଥ୍ୟ ସଂପୃକ୍ତ ସେବା ସମବାୟ ସମିତିର ସଂପାଦକଙ୍କ ଠାରୁ ଅବଗତ ହୋଇପାରିବେ । xyxy=(952,1906,1413,1918)
cmc-row-number: 4 xyxy=(206,1683,222,1712)
clinic-guarantee: 100% ଗ୍ୟାରେଣ୍ଟି No Side Effect xyxy=(755,1986,1496,2026)
clinic-address: A-41, BDA Duplex Colony, Baramunda, Bhubaneswar- 751003, Phone: 0674-2354320, 2354577, Website: www.pushpaclinic.com xyxy=(2,2275,1497,2305)
centers-cell: ଉମରଦେଇ ଗ୍ରା.ପ. xyxy=(1267,785,1488,843)
centers-cell: ମେଣ୍ଢାଶାଳ ସେ.ସ.ସ. xyxy=(1101,973,1268,1031)
centers-row xyxy=(952,1219,1489,1291)
quality-header: ପ୍ରତିଶତ xyxy=(1241,535,1291,549)
centers-cell: ମହୁରାବୁଣ୍ଡ ଗ୍ରା.ପ. xyxy=(1267,843,1488,915)
barajatri-body: ଭୁବନେଶ୍ୱର,(ବ୍ୟୁରୋ)-ରାଜଧାନୀରେ ବରଯାତ୍ରୀଙ୍କ ଉନ୍ମତ୍ତତା ପୁଣି ଥରେ ସାମ୍ନାକୁ ଆସିଛି । ବାଜା ବଜାଇ ନାଚୁଥିବା ବରଯାତ୍ରୀମାନେ ରାସ୍ତାରେ ଯାଉଥିବା ଗାଡ଼ି ଭାଙ୍ଗିଦେବା ସହ ଜଣଙ୍କୁ ଆହତ କରିଛନ୍ତି । ଆହତଙ୍କୁ ହସପିଟାଲରେ ଭର୍ତ୍ତି କରାଯାଇଛି । xyxy=(4,1835,190,1923)
bhadrak-notice xyxy=(198,1135,560,1505)
clinic-branches xyxy=(808,2086,1496,2164)
left-narrow-column xyxy=(4,718,190,1968)
centers-cell: ୧୦ xyxy=(952,1219,1010,1291)
cmc-table-row xyxy=(206,1712,553,1754)
holiday-headline: ଛୁଟିରେ ଯିବେ ୧୨ହଜାର କର୍ମଚାରୀ xyxy=(944,153,1358,193)
centers-row xyxy=(952,1031,1489,1103)
centers-cell: ୨ xyxy=(952,727,1010,785)
holiday-body-text: କଟକ ଅଫିସ: ସରକାରଙ୍କ ଓ ପ୍ରଶାସନ ଚାପରେ କର୍ମଚାରୀମାନେ ନିୟୋଜିତ ରହିଥିବା ସତ୍ତ୍ୱେ ନିଜ ଦାବି ପୂରଣ ନହେବାରୁ ୧୨ ହଜାର କର୍ମଚାରୀ ଛୁଟିରେ ଯିବେ । ହାଇକୋର୍ଟରେ ଜନସ୍ୱାର୍ଥ ମାମଲା ଦାୟର ହୋଇଥିବା ସତ୍ତ୍ୱେ ସରକାର କୌଣସି ପଦକ୍ଷେପ ନେଇନାହାନ୍ତି । କର୍ମଚାରୀ ସଂଘ ପକ୍ଷରୁ ଶୁକ୍ରବାର ଆୟୋଜିତ ଏକ ସାମ୍ବାଦିକ ସମ୍ମିଳନୀରେ ଏହି ସୂଚନା ଦିଆଯାଇଛି । ଫଳରେ ସରକାରୀ କାର୍ଯ୍ୟାଳୟମାନଙ୍କରେ କାମ ଠପ୍ ହେବାର ଆଶଙ୍କା ଦେଖାଦେଇଛି । ସଂଘର ସଭାପତି କହିଛନ୍ତି ଯେ ଦାବି ପୂରଣ ନହେବା ପର୍ଯ୍ୟନ୍ତ ଆନ୍ଦୋଳନ ଜାରି ରହିବ । xyxy=(944,201,1496,273)
column-rule xyxy=(566,150,567,1970)
